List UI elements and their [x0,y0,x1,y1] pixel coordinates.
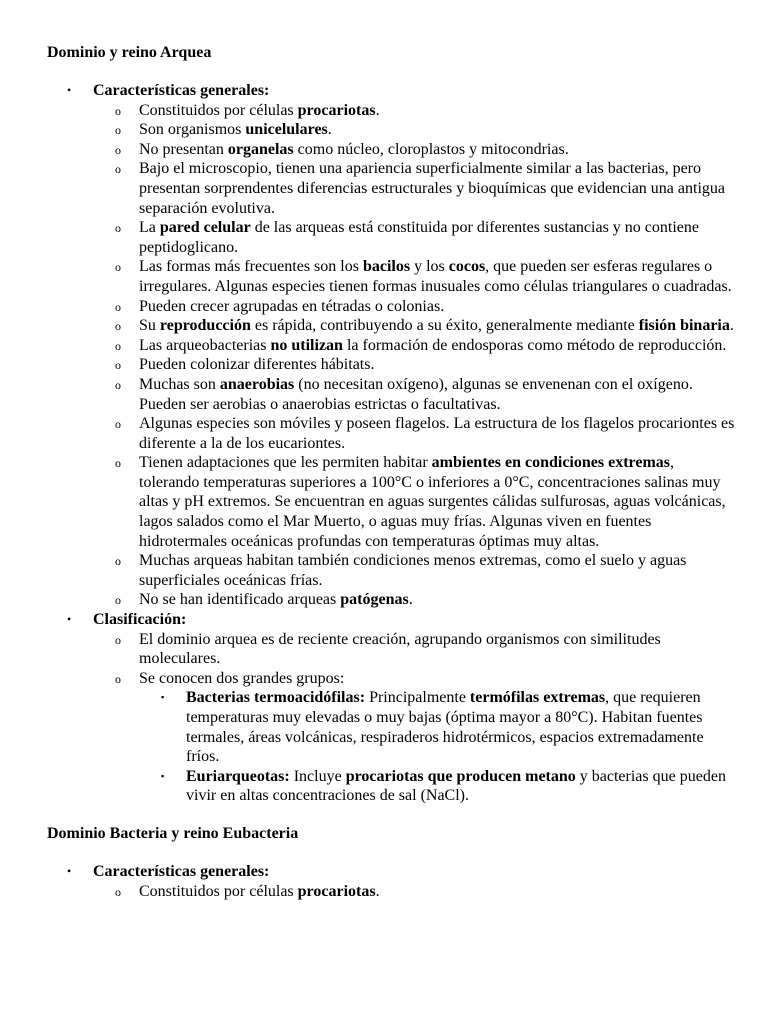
bullet-disc: • [67,863,72,878]
bold-text: anaerobias [219,375,295,393]
text-run: Pueden colonizar diferentes hábitats. [139,356,375,374]
bullet-marker: o [115,162,121,177]
bullet-marker: o [115,299,121,314]
list-item-text [139,355,737,375]
text-run: Son organismos [139,121,246,139]
bold-text: no utilizan [270,336,343,354]
text-run: es rápida, contribuyendo a su éxito, generalmente mediante [250,317,639,335]
text-run: . [375,882,380,900]
list-item-text [139,630,737,669]
bullet-disc: • [67,83,72,97]
list-item-text [139,159,737,218]
list-item-classification [47,610,737,806]
bold-text: procariotas [297,882,376,900]
list-item [93,316,737,336]
text-run: Las arqueobacterias [139,336,271,354]
list-item [93,453,737,551]
list-item-text [186,767,737,806]
bullet-marker: o [115,358,121,373]
text-run: Principalmente [365,689,470,707]
list-item [93,297,737,317]
text-run: Incluye [289,767,346,785]
text-run: Se conocen dos grandes grupos: [139,669,345,687]
list-item [93,375,737,414]
bold-text: organelas [227,140,294,158]
list-item-text [186,688,737,766]
list-item [93,414,737,453]
bullet-circle: o [115,632,121,647]
bullet-marker: ▪ [161,770,165,781]
text-run: . [375,101,380,119]
list-item [93,218,737,257]
list-item [93,120,737,140]
text-run: Tienen adaptaciones que les permiten habitar [139,454,432,472]
section-title-bacteria: Dominio Bacteria y reino Eubacteria [47,824,299,842]
bold-text: patógenas [340,591,409,609]
list-item [93,630,737,669]
list-item-general [47,81,737,610]
text-run: No presentan [139,140,228,158]
list-item-text [139,101,737,121]
list-item-text [139,375,737,414]
text-run: , que pueden ser esferas regulares o irregulares. Algunas especies tienen formas inusuales como células triangulares o cuadradas. [139,258,732,295]
list-item-text [139,551,737,590]
bold-text: ambientes en condiciones extremas [431,454,670,472]
bullet-marker: o [115,377,121,392]
bold-text: procariotas que producen metano [345,767,576,785]
list-item-text [139,590,737,610]
text-run: Las formas más frecuentes son los [139,258,363,276]
list-item-text [139,669,737,689]
bullet-circle: o [115,671,121,686]
text-run: Pueden crecer agrupadas en tétradas o colonias. [139,297,445,315]
bold-text: reproducción [159,317,251,335]
text-run: (no necesitan oxígeno), algunas se envenenan con el oxígeno. Pueden ser aerobias o anaerobias estrictas o facultativas. [139,375,693,413]
list-item [93,159,737,218]
bullet-marker: o [115,142,121,157]
bullet-marker: o [115,103,121,118]
list-item [93,336,737,356]
text-run: Bajo el microscopio, tienen una apariencia superficialmente similar a las bacterias, pero presentan sorprendentes diferencias estructurales y bioquímicas que evidencian una antigua separación evolutiva. [139,160,725,217]
bullet-marker: o [115,884,121,899]
groups-sublist [139,688,737,806]
bold-text: unicelulares [245,121,328,139]
text-run: . [327,121,332,139]
general-heading: Características generales: [93,862,270,880]
bullet-marker: o [115,456,121,471]
list-item [139,688,737,766]
bold-text: fisión binaria [638,317,730,335]
text-run: y los [410,258,449,276]
bullet-marker: o [115,123,121,138]
list-item-text [139,140,737,160]
list-item [93,551,737,590]
text-run: Constituidos por células [139,101,298,119]
bullet-marker: o [115,417,121,432]
bullet-marker: o [115,319,121,334]
list-item-text [139,316,737,336]
text-run: como núcleo, cloroplastos y mitocondrias. [293,140,569,158]
text-run: . [408,591,413,609]
bold-text: termófilas extremas [469,689,606,707]
bold-text: procariotas [297,101,376,119]
classification-sublist [93,630,737,806]
bold-text: Euriarqueotas: [186,767,290,785]
list-item-text [139,882,737,902]
list-item-text [139,120,737,140]
bold-text: Bacterias termoacidófilas: [186,689,366,707]
bullet-marker: o [115,593,121,608]
text-run: , que requieren temperaturas muy elevadas o muy bajas (óptima mayor a 80°C). Habitan fuentes termales, áreas volcánicas, respiraderos hidrotérmicos, espacios extremadamente fríos. [186,689,704,766]
document-page [47,43,737,901]
bullet-marker: o [115,221,121,236]
bold-text: cocos [448,258,486,276]
list-item-text [139,453,737,551]
text-run: la formación de endosporas como método de reproducción. [342,336,727,354]
list-item [93,140,737,160]
classification-heading: Clasificación: [93,611,187,629]
list-item [93,101,737,121]
text-run: Constituidos por células [139,882,298,900]
general-sublist [93,882,737,902]
list-item-text [139,218,737,257]
text-run: El dominio arquea es de reciente creación, agrupando organismos con similitudes moleculares. [139,630,661,668]
text-run: La [139,219,160,237]
list-item-general [47,862,737,901]
text-run: de las arqueas está constituida por diferentes sustancias y no contiene peptidoglicano. [139,219,699,256]
text-run: Algunas especies son móviles y poseen flagelos. La estructura de los flagelos procariontes es diferente a la de los eucariontes. [139,415,735,452]
text-run: Su [139,317,160,335]
text-run: No se han identificado arqueas [139,591,341,609]
list-item [93,669,737,806]
bullet-marker: o [115,554,121,569]
list-item-text [139,257,737,296]
list-item-text [139,336,737,356]
section-title-arquea: Dominio y reino Arquea [47,44,212,61]
bullet-marker: o [115,260,121,275]
arquea-main-list [47,81,737,806]
bacteria-main-list [47,862,737,901]
bullet-marker: o [115,338,121,353]
text-run: . [729,317,734,335]
list-item [93,257,737,296]
list-item [93,590,737,610]
bold-text: pared celular [159,219,251,237]
text-run: y bacterias que pueden vivir en altas concentraciones de sal (NaCl). [186,767,726,805]
text-run: , tolerando temperaturas superiores a 100°C o inferiores a 0°C, concentraciones salinas muy altas y pH extremos. Se encuentran en aguas surgentes cálidas sulfurosas, aguas volcánicas, lagos salados como el Mar Muerto, o aguas muy frías. Algunas viven en fuentes hidrotermales oceánicas profundas con temperaturas óptimas muy altas. [139,454,726,550]
text-run: Muchas arqueas habitan también condiciones menos extremas, como el suelo y aguas superficiales oceánicas frías. [139,552,687,589]
bullet-marker: ▪ [161,692,165,703]
general-sublist [93,101,737,610]
list-item-text [139,414,737,453]
bullet-disc: • [67,612,72,627]
list-item [139,767,737,806]
bold-text: bacilos [362,258,411,276]
text-run: Muchas son [139,375,220,393]
list-item [93,355,737,375]
general-heading: Características generales: [93,82,270,99]
list-item-text [139,297,737,317]
list-item [93,882,737,902]
